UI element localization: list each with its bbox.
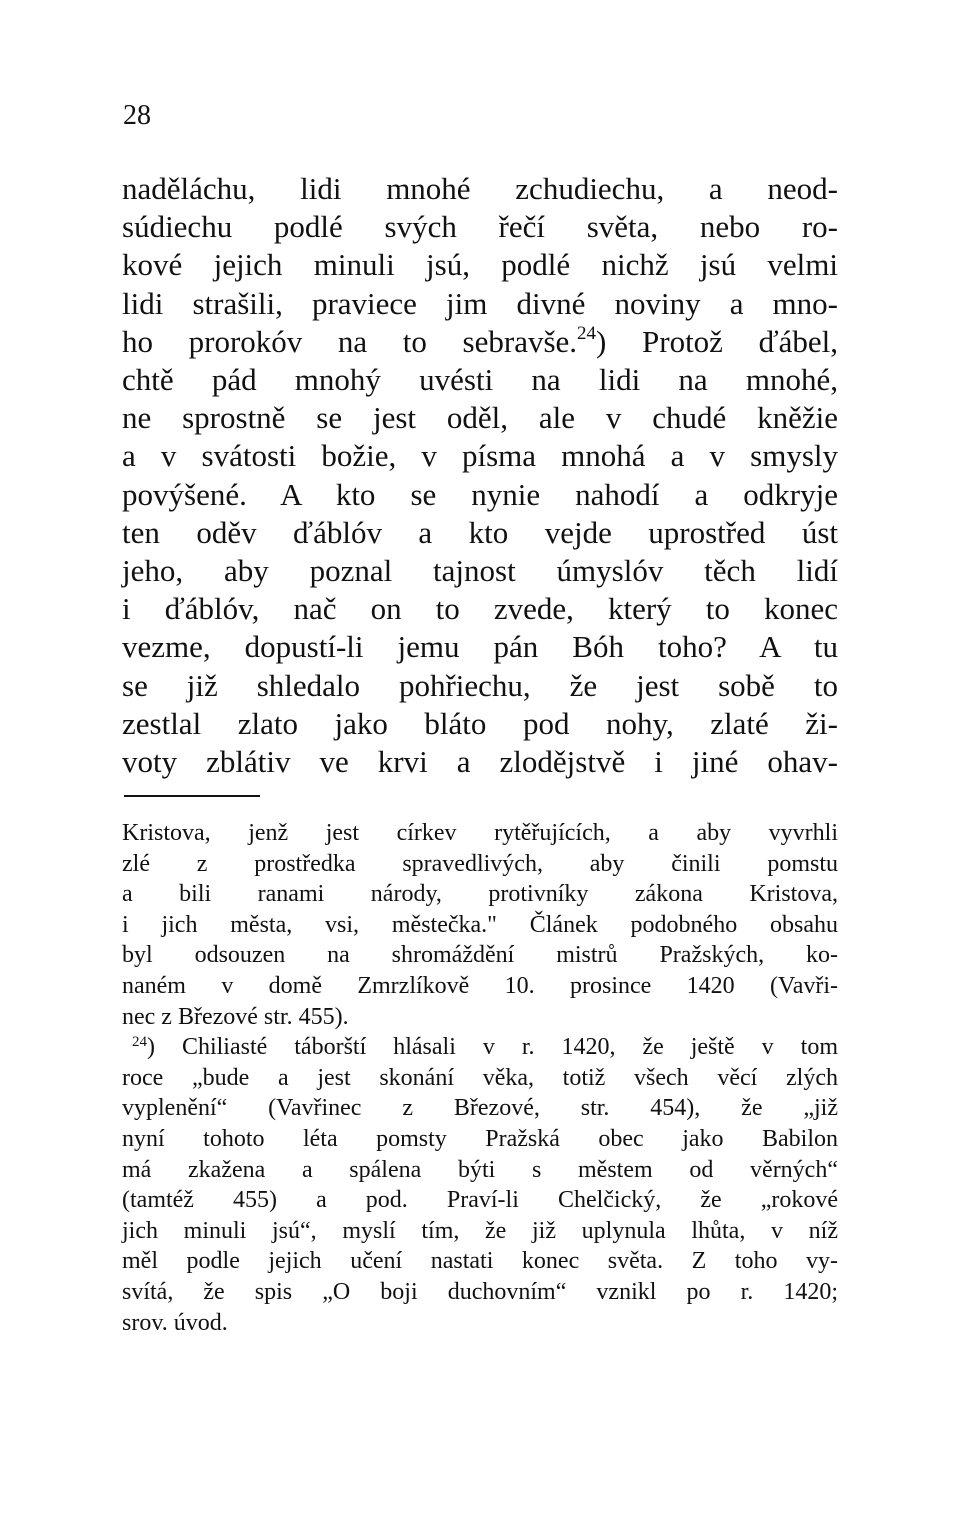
text-line: povýšené. A kto se nynie nahodí a odkryje <box>122 476 838 512</box>
text-segment: ) Protož ďábel, <box>596 323 838 359</box>
text-line: ten oděv ďáblóv a kto vejde uprostřed úst <box>122 514 838 550</box>
footnote-line: Kristova, jenž jest církev rytěřujících, a aby vyvrhli <box>122 820 838 846</box>
text-line: naděláchu, lidi mnohé zchudiechu, a neod- <box>122 171 838 206</box>
footnote-line: nyní tohoto léta pomsty Pražská obec jako Babilon <box>122 1125 838 1152</box>
footnote-line: zlé z prostředka spravedlivých, aby činili pomstu <box>122 850 838 877</box>
footnote-line: naném v domě Zmrzlíkově 10. prosince 1420 (Vavři- <box>122 972 838 999</box>
text-line-with-footnote-ref <box>122 323 838 361</box>
text-line: vezme, dopustí-li jemu pán Bóh toho? A tu <box>122 629 838 665</box>
text-line: i ďáblóv, nač on to zvede, který to konec <box>122 591 838 627</box>
footnotes <box>122 818 838 1338</box>
footnote-24-mark: 24 <box>132 1034 147 1051</box>
text-line: voty zblátiv ve krvi a zlodějstvě i jiné ohav- <box>122 744 838 780</box>
text-line: se již shledalo pohřiechu, že jest sobě to <box>122 667 838 703</box>
text-line: chtě pád mnohý uvésti na lidi na mnohé, <box>122 362 838 398</box>
footnote-ref-24: 24 <box>577 322 597 344</box>
footnote-line: svítá, že spis „O boji duchovním“ vznikl po r. 1420; <box>122 1278 838 1305</box>
text-line: a v svátosti božie, v písma mnohá a v smysly <box>122 438 838 474</box>
page-number: 28 <box>123 100 151 131</box>
footnote-line: vyplenění“ (Vavřinec z Březové, str. 454), že „již <box>122 1095 838 1122</box>
text-line: kové jejich minuli jsú, podlé nichž jsú velmi <box>122 247 838 283</box>
footnote-line: i jich města, vsi, městečka." Článek podobného obsahu <box>122 911 838 938</box>
footnote-line: roce „bude a jest skonání věka, totiž všech věcí zlých <box>122 1064 838 1091</box>
footnote-line: byl odsouzen na shromáždění mistrů Pražských, ko- <box>122 942 838 969</box>
text-segment: ) Chiliasté táborští hlásali v r. 1420, že ještě v tom <box>147 1034 838 1061</box>
main-text <box>122 170 838 781</box>
footnote-line: nec z Březové str. 455). <box>122 1003 349 1030</box>
footnote-24-first-line <box>122 1032 838 1063</box>
text-line: súdiechu podlé svých řečí světa, nebo ro- <box>122 209 838 245</box>
footnote-line: má zkažena a spálena býti s městem od věrných“ <box>122 1156 838 1183</box>
footnote-separator-rule <box>124 795 260 797</box>
footnote-line: srov. úvod. <box>122 1309 228 1336</box>
text-line: zestlal zlato jako bláto pod nohy, zlaté ži- <box>122 705 838 741</box>
footnote-line: měl podle jejich učení nastati konec světa. Z toho vy- <box>122 1248 838 1275</box>
text-line: lidi strašili, praviece jim divné noviny a mno- <box>122 285 838 321</box>
text-segment: ho prorokóv na to sebravše. <box>122 323 578 359</box>
footnote-line: a bili ranami národy, protivníky zákona Kristova, <box>122 881 838 908</box>
footnote-line: (tamtéž 455) a pod. Praví-li Chelčický, že „rokové <box>122 1187 838 1214</box>
footnote-line: jich minuli jsú“, myslí tím, že již uplynula lhůta, v níž <box>122 1217 838 1244</box>
text-line: ne sprostně se jest oděl, ale v chudé kněžie <box>122 400 838 436</box>
text-line: jeho, aby poznal tajnost úmyslóv těch lidí <box>122 553 838 589</box>
